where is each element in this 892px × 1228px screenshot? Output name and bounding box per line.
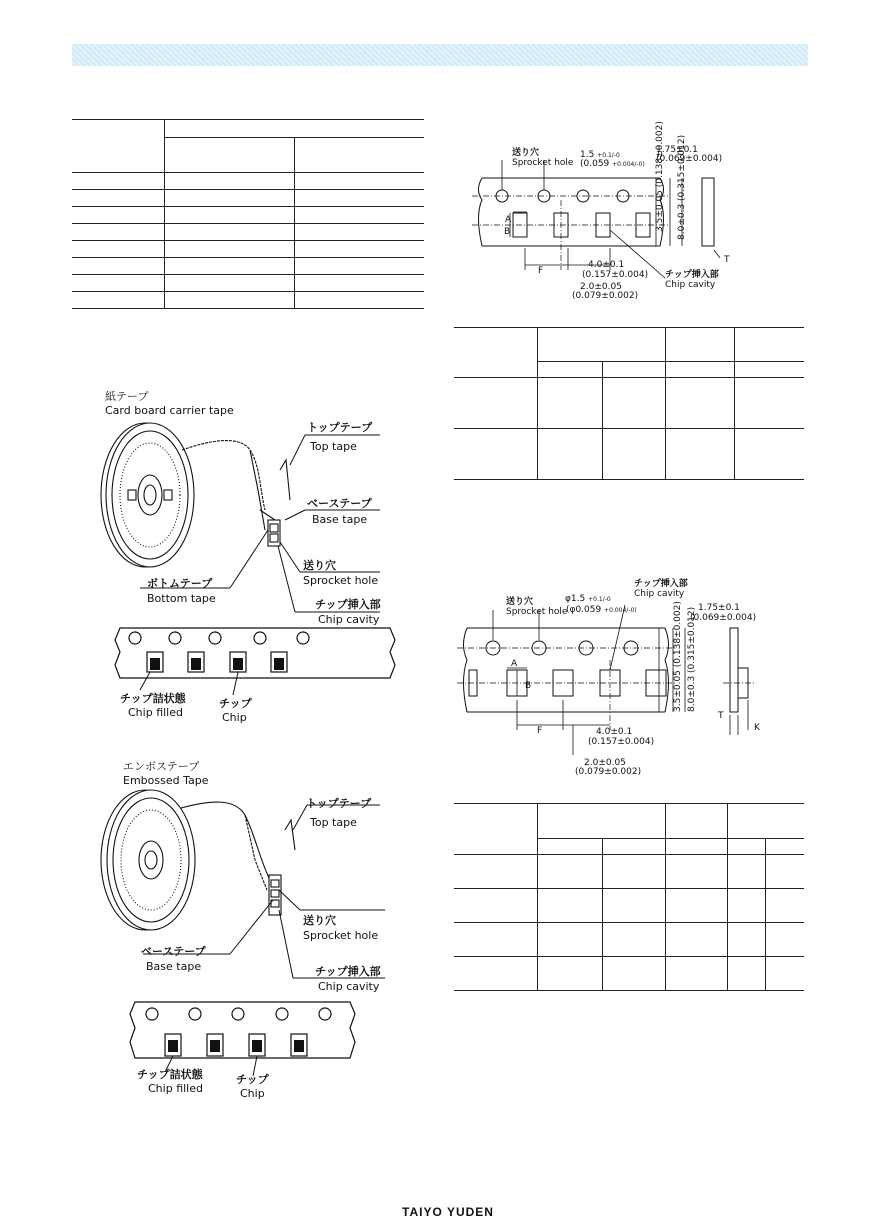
paper-center: 3.5±0.05 (0.138±0.002) [655,121,665,232]
paper-sprocket-jp-dim: 送り穴 [512,148,540,158]
paper-filled-en: Chip filled [128,706,183,719]
emboss-sprocket-en: Sprocket hole [303,929,379,942]
paper-dim-A: A [505,215,512,225]
paper-width: 8.0±0.3 (0.315±0.012) [677,134,687,240]
emboss-sprocket-jp: 送り穴 [303,914,336,927]
emboss-dim-F: F [537,726,543,736]
emboss-edge-in: (0.069±0.004) [690,613,757,623]
paper-dimension-table [454,327,804,480]
brand-logo: TAIYO YUDEN [402,1205,494,1219]
paper-filled-jp: チップ詰状態 [120,692,186,705]
emboss-top-tape-jp: トップテープ [306,797,372,810]
paper-bottom-tape-jp: ボトムテープ [147,577,213,590]
emboss-chip-jp: チップ [236,1073,269,1086]
emboss-cavity-jp-dim: チップ挿入部 [634,579,688,589]
emboss-sprocket-jp-dim: 送り穴 [506,597,534,607]
emboss-center: 3.5±0.05 (0.138±0.002) [673,601,683,712]
emboss-cavity-en-dim: Chip cavity [634,589,685,599]
emboss-pitch: 4.0±0.1 [596,727,633,737]
emboss-filled-en: Chip filled [148,1082,203,1095]
embossed-dimension-table [454,803,804,991]
paper-edge-in: (0.069±0.004) [656,154,723,164]
paper-chip-jp: チップ [219,697,252,710]
emboss-width: 8.0±0.3 (0.315±0.012) [687,606,697,712]
emboss-tape-title-jp: エンボステープ [123,760,200,773]
paper-edge: 1.75±0.1 [656,145,698,155]
paper-sprocket-jp: 送り穴 [303,559,336,572]
emboss-base-tape-en: Base tape [146,960,202,973]
header-banner [72,44,808,66]
paper-dim-B: B [504,227,511,237]
paper-cavity-en-dim: Chip cavity [665,280,716,290]
emboss-cavity-en: Chip cavity [318,980,380,993]
emboss-dim-A: A [511,659,518,669]
paper-top-tape-en: Top tape [310,440,357,453]
paper-hole-dia: 1.5 +0.1/-0 [580,150,620,160]
paper-dim-T: T [724,255,730,265]
paper-cavity-en: Chip cavity [318,613,380,626]
emboss-dim-K: K [754,723,760,733]
emboss-offset: 2.0±0.05 [584,758,626,768]
paper-base-tape-jp: ベーステープ [307,497,372,510]
emboss-hole-dia-in: (φ0.059 +0.004/-0) [566,605,637,615]
paper-tape-title-en: Card board carrier tape [105,404,234,417]
paper-top-tape-jp: トップテープ [307,421,373,434]
left-spec-table [72,119,424,309]
paper-cavity-jp: チップ挿入部 [315,598,381,611]
emboss-sprocket-en-dim: Sprocket hole [506,607,568,617]
emboss-edge: 1.75±0.1 [698,603,740,613]
emboss-dim-B: B [525,681,532,691]
paper-pitch-in: (0.157±0.004) [582,270,649,280]
emboss-offset-in: (0.079±0.002) [575,767,642,777]
paper-base-tape-en: Base tape [312,513,368,526]
emboss-dim-T: T [718,711,724,721]
emboss-base-tape-jp: ベーステープ [141,945,206,958]
paper-sprocket-en-dim: Sprocket hole [512,158,574,168]
emboss-cavity-jp: チップ挿入部 [315,965,381,978]
paper-chip-en: Chip [222,711,247,724]
emboss-dimension-drawing [455,600,775,780]
emboss-pitch-in: (0.157±0.004) [588,737,655,747]
paper-bottom-tape-en: Bottom tape [147,592,216,605]
paper-hole-dia-in: (0.059 +0.004/-0) [580,159,645,169]
emboss-hole-dia: φ1.5 +0.1/-0 [565,594,611,604]
paper-offset: 2.0±0.05 [580,282,622,292]
paper-dim-F: F [538,266,544,276]
paper-sprocket-en: Sprocket hole [303,574,379,587]
emboss-filled-jp: チップ詰状態 [137,1068,203,1081]
paper-cavity-jp-dim: チップ挿入部 [665,270,719,280]
emboss-chip-en: Chip [240,1087,265,1100]
paper-tape-title-jp: 紙テープ [105,390,149,403]
emboss-tape-title-en: Embossed Tape [123,774,209,787]
emboss-top-tape-en: Top tape [310,816,357,829]
paper-offset-in: (0.079±0.002) [572,291,639,301]
paper-pitch: 4.0±0.1 [588,260,625,270]
